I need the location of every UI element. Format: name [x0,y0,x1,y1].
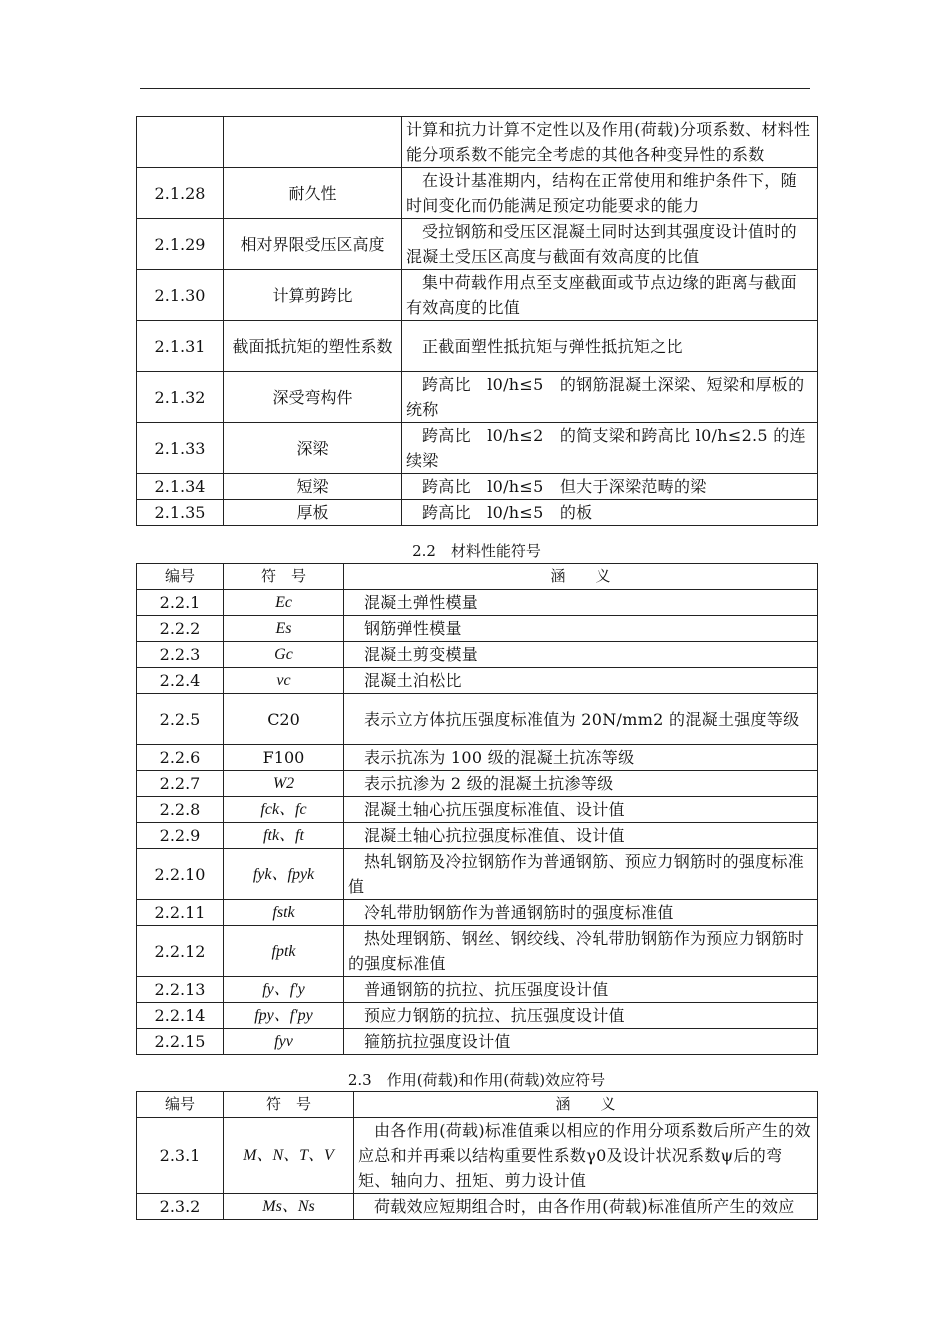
symbol-code: 2.2.15 [137,1029,224,1055]
symbol-code: 2.2.9 [137,823,224,849]
symbol-value: C20 [224,694,344,745]
header-symbol: 符 号 [224,564,344,590]
symbol-meaning: 混凝土剪变模量 [344,642,818,668]
symbol-value: Ms、Ns [224,1194,354,1220]
term-name: 耐久性 [224,168,402,219]
symbol-value: fy、f′y [224,977,344,1003]
symbol-meaning: 预应力钢筋的抗拉、抗压强度设计值 [344,1003,818,1029]
header-rule [140,88,810,89]
table-row [137,1003,818,1029]
symbol-code: 2.2.6 [137,745,224,771]
symbol-code: 2.2.7 [137,771,224,797]
symbol-value: fyk、fpyk [224,849,344,900]
symbol-code: 2.2.2 [137,616,224,642]
table-row [137,270,818,321]
symbol-value: fyv [224,1029,344,1055]
symbol-value: Ec [224,590,344,616]
header-code: 编号 [137,1092,224,1118]
term-name: 深受弯构件 [224,372,402,423]
table-row [137,1194,818,1220]
symbol-code: 2.2.8 [137,797,224,823]
table-row [137,977,818,1003]
table-header-row [137,1092,818,1118]
table-row [137,1029,818,1055]
term-name [224,117,402,168]
symbol-code: 2.2.4 [137,668,224,694]
symbol-meaning: 钢筋弹性模量 [344,616,818,642]
material-symbols-table [136,563,818,1055]
term-code: 2.1.33 [137,423,224,474]
symbol-value: Gc [224,642,344,668]
table-row [137,668,818,694]
table-row [137,117,818,168]
table-row [137,372,818,423]
table-row [137,900,818,926]
term-name: 截面抵抗矩的塑性系数 [224,321,402,372]
table-row [137,771,818,797]
symbol-value: fstk [224,900,344,926]
table-row [137,642,818,668]
symbol-meaning: 热轧钢筋及冷拉钢筋作为普通钢筋、预应力钢筋时的强度标准值 [344,849,818,900]
terms-table [136,116,818,526]
header-meaning: 涵 义 [354,1092,818,1118]
symbol-meaning: 表示立方体抗压强度标准值为 20N/mm2 的混凝土强度等级 [344,694,818,745]
term-name: 短梁 [224,474,402,500]
symbol-value: fpy、f′py [224,1003,344,1029]
term-definition: 正截面塑性抵抗矩与弹性抵抗矩之比 [402,321,818,372]
table-row [137,474,818,500]
symbol-code: 2.2.12 [137,926,224,977]
term-code: 2.1.28 [137,168,224,219]
symbol-value: W2 [224,771,344,797]
symbol-meaning: 混凝土泊松比 [344,668,818,694]
symbol-meaning: 混凝土轴心抗拉强度标准值、设计值 [344,823,818,849]
symbol-meaning: 表示抗冻为 100 级的混凝土抗冻等级 [344,745,818,771]
term-definition: 受拉钢筋和受压区混凝土同时达到其强度设计值时的混凝土受压区高度与截面有效高度的比值 [402,219,818,270]
symbol-code: 2.2.3 [137,642,224,668]
header-symbol: 符 号 [224,1092,354,1118]
symbol-value: F100 [224,745,344,771]
table-row [137,500,818,526]
table-row [137,694,818,745]
table-header-row [137,564,818,590]
term-name: 相对界限受压区高度 [224,219,402,270]
section-caption: 2.2 材料性能符号 [412,542,541,560]
table-row [137,590,818,616]
term-name: 深梁 [224,423,402,474]
table-row [137,423,818,474]
symbol-value: ftk、ft [224,823,344,849]
term-code: 2.1.35 [137,500,224,526]
symbol-value: Es [224,616,344,642]
table-row [137,616,818,642]
symbol-meaning: 箍筋抗拉强度设计值 [344,1029,818,1055]
table-row [137,219,818,270]
symbol-meaning: 由各作用(荷载)标准值乘以相应的作用分项系数后所产生的效应总和并再乘以结构重要性系数γ0及设计状况系数ψ后的弯矩、轴向力、扭矩、剪力设计值 [354,1118,818,1194]
symbol-value: fptk [224,926,344,977]
symbol-code: 2.2.11 [137,900,224,926]
table-row [137,823,818,849]
table-row [137,926,818,977]
term-definition: 跨高比 l0/h≤2 的简支梁和跨高比 l0/h≤2.5 的连续梁 [402,423,818,474]
symbol-code: 2.2.5 [137,694,224,745]
term-name: 厚板 [224,500,402,526]
symbol-meaning: 冷轧带肋钢筋作为普通钢筋时的强度标准值 [344,900,818,926]
term-definition: 计算和抗力计算不定性以及作用(荷载)分项系数、材料性能分项系数不能完全考虑的其他各种变异性的系数 [402,117,818,168]
symbol-value: fck、fc [224,797,344,823]
term-definition: 跨高比 l0/h≤5 但大于深梁范畴的梁 [402,474,818,500]
symbol-value: νc [224,668,344,694]
symbol-code: 2.2.1 [137,590,224,616]
symbol-meaning: 荷载效应短期组合时，由各作用(荷载)标准值所产生的效应 [354,1194,818,1220]
symbol-code: 2.3.2 [137,1194,224,1220]
symbol-meaning: 混凝土弹性模量 [344,590,818,616]
symbol-code: 2.3.1 [137,1118,224,1194]
symbol-meaning: 热处理钢筋、钢丝、钢绞线、冷轧带肋钢筋作为预应力钢筋时的强度标准值 [344,926,818,977]
symbol-code: 2.2.14 [137,1003,224,1029]
term-name: 计算剪跨比 [224,270,402,321]
term-definition: 集中荷载作用点至支座截面或节点边缘的距离与截面有效高度的比值 [402,270,818,321]
header-code: 编号 [137,564,224,590]
symbol-meaning: 混凝土轴心抗压强度标准值、设计值 [344,797,818,823]
term-code: 2.1.31 [137,321,224,372]
table-row [137,745,818,771]
term-definition: 跨高比 l0/h≤5 的钢筋混凝土深梁、短梁和厚板的统称 [402,372,818,423]
table-row [137,168,818,219]
symbol-code: 2.2.10 [137,849,224,900]
table-row [137,797,818,823]
term-code [137,117,224,168]
table-row [137,321,818,372]
term-definition: 跨高比 l0/h≤5 的板 [402,500,818,526]
table-row [137,1118,818,1194]
symbol-meaning: 表示抗渗为 2 级的混凝土抗渗等级 [344,771,818,797]
term-code: 2.1.29 [137,219,224,270]
action-symbols-table [136,1091,818,1220]
symbol-meaning: 普通钢筋的抗拉、抗压强度设计值 [344,977,818,1003]
term-code: 2.1.32 [137,372,224,423]
symbol-code: 2.2.13 [137,977,224,1003]
header-meaning: 涵 义 [344,564,818,590]
symbol-value: M、N、T、V [224,1118,354,1194]
section-caption: 2.3 作用(荷载)和作用(荷载)效应符号 [347,1071,606,1089]
term-code: 2.1.34 [137,474,224,500]
term-code: 2.1.30 [137,270,224,321]
term-definition: 在设计基准期内，结构在正常使用和维护条件下，随时间变化而仍能满足预定功能要求的能力 [402,168,818,219]
table-row [137,849,818,900]
